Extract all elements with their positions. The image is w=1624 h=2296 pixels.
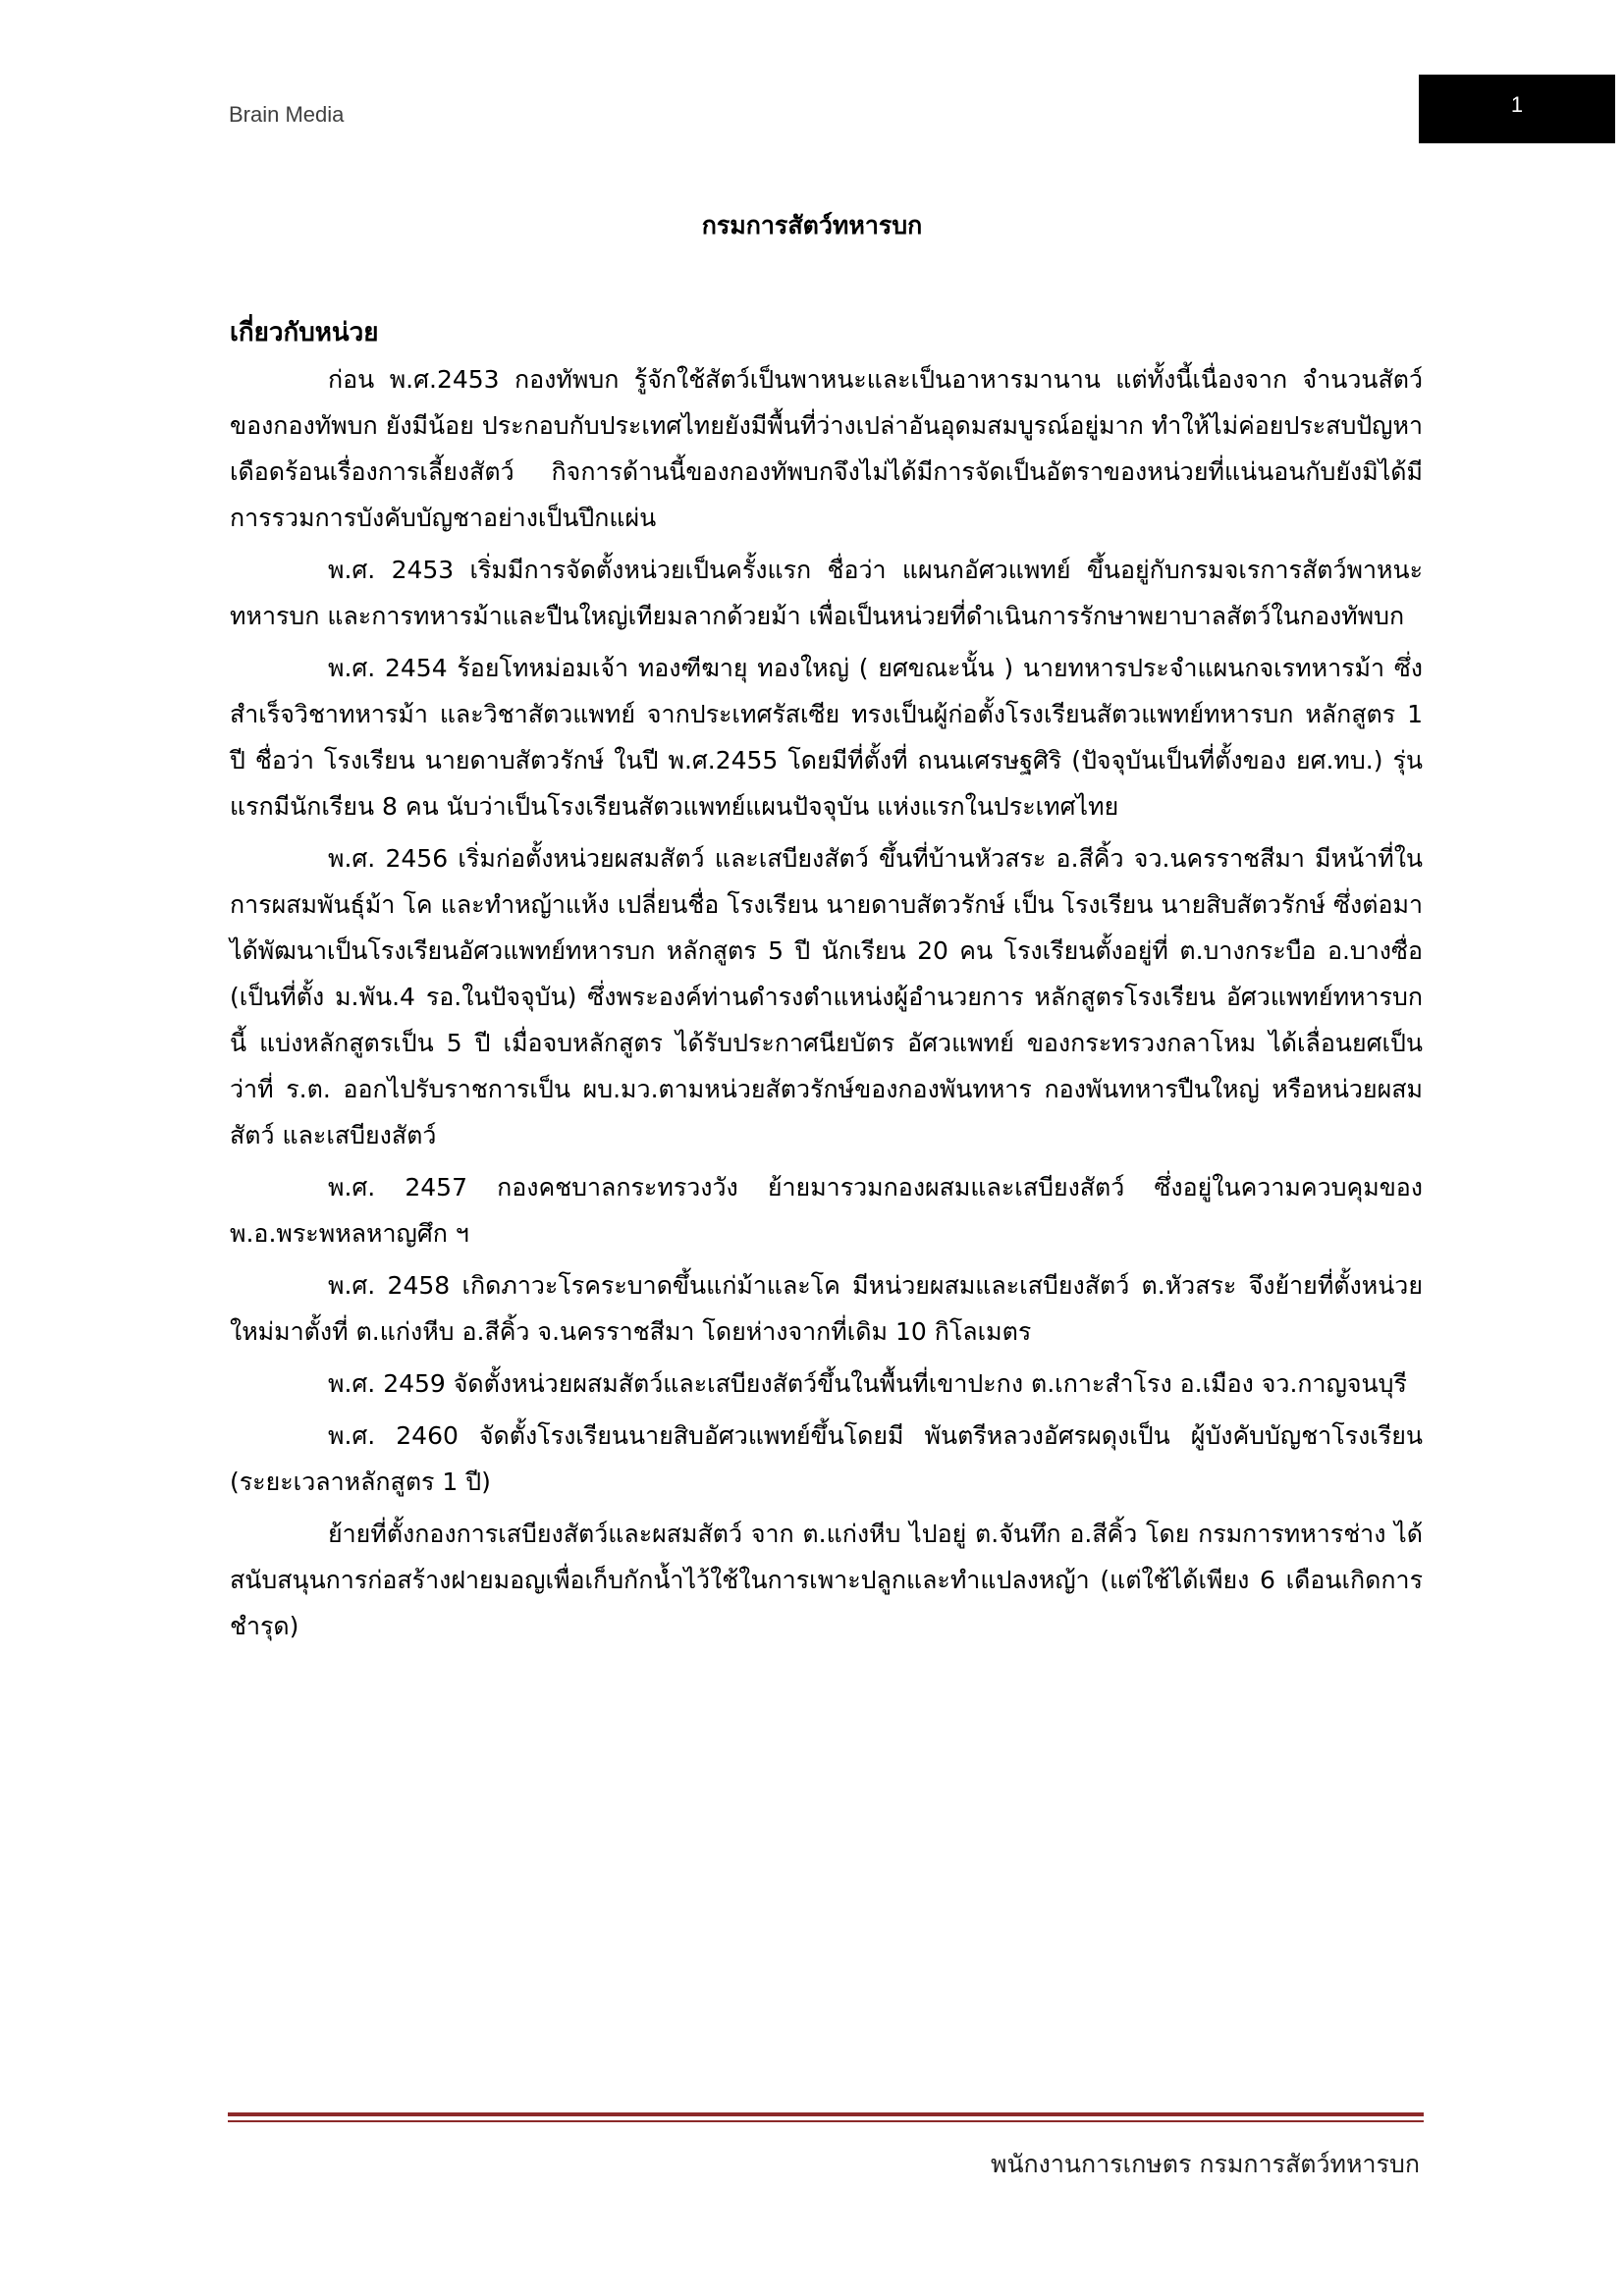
footer-divider-thin [228, 2120, 1424, 2122]
paragraph: พ.ศ. 2454 ร้อยโทหม่อมเจ้า ทองฑีฆายุ ทองใหญ่ ( ยศขณะนั้น ) นายทหารประจำแผนกจเรทหารม้า ซึ่งสำเร็จวิชาทหารม้า และวิชาสัตวแพทย์ จากประเทศรัสเซีย ทรงเป็นผู้ก่อตั้งโรงเรียนสัตวแพทย์ทหารบก หลักสูตร 1 ปี ชื่อว่า โรงเรียน นายดาบสัตวรักษ์ ในปี พ.ศ.2455 โดยมีที่ตั้งที่ ถนนเศรษฐศิริ (ปัจจุบันเป็นที่ตั้งของ ยศ.ทบ.) รุ่นแรกมีนักเรียน 8 คน นับว่าเป็นโรงเรียนสัตวแพทย์แผนปัจจุบัน แห่งแรกในประเทศไทย [230, 654, 1423, 821]
paragraph: พ.ศ. 2457 กองคชบาลกระทรวงวัง ย้ายมารวมกองผสมและเสบียงสัตว์ ซึ่งอยู่ในความควบคุมของ พ.อ.พระพหลหาญศึก ฯ [230, 1173, 1423, 1248]
paragraph: พ.ศ. 2460 จัดตั้งโรงเรียนนายสิบอัศวแพทย์ขึ้นโดยมี พันตรีหลวงอัศรผดุงเป็น ผู้บังคับบัญชาโรงเรียน (ระยะเวลาหลักสูตร 1 ปี) [230, 1421, 1423, 1496]
paragraph: พ.ศ. 2458 เกิดภาวะโรคระบาดขึ้นแก่ม้าและโค มีหน่วยผสมและเสบียงสัตว์ ต.หัวสระ จึงย้ายที่ตั้งหน่วยใหม่มาตั้งที่ ต.แก่งหีบ อ.สีคิ้ว จ.นครราชสีมา โดยห่างจากที่เดิม 10 กิโลเมตร [230, 1271, 1423, 1346]
paragraph: ก่อน พ.ศ.2453 กองทัพบก รู้จักใช้สัตว์เป็นพาหนะและเป็นอาหารมานาน แต่ทั้งนี้เนื่องจาก จำนวนสัตว์ของกองทัพบก ยังมีน้อย ประกอบกับประเทศไทยยังมีพื้นที่ว่างเปล่าอันอุดมสมบูรณ์อยู่มาก ทำให้ไม่ค่อยประสบปัญหาเดือดร้อนเรื่องการเลี้ยงสัตว์ กิจการด้านนี้ของกองทัพบกจึงไม่ได้มีการจัดเป็นอัตราของหน่วยที่แน่นอนกับยังมิได้มีการรวมการบังคับบัญชาอย่างเป็นปึกแผ่น [230, 365, 1423, 532]
paragraph: พ.ศ. 2456 เริ่มก่อตั้งหน่วยผสมสัตว์ และเสบียงสัตว์ ขึ้นที่บ้านหัวสระ อ.สีคิ้ว จว.นครราชสีมา มีหน้าที่ในการผสมพันธุ์ม้า โค และทำหญ้าแห้ง เปลี่ยนชื่อ โรงเรียน นายดาบสัตวรักษ์ เป็น โรงเรียน นายสิบสัตวรักษ์ ซึ่งต่อมาได้พัฒนาเป็นโรงเรียนอัศวแพทย์ทหารบก หลักสูตร 5 ปี นักเรียน 20 คน โรงเรียนตั้งอยู่ที่ ต.บางกระบือ อ.บางซื่อ (เป็นที่ตั้ง ม.พัน.4 รอ.ในปัจจุบัน) ซึ่งพระองค์ท่านดำรงตำแหน่งผู้อำนวยการ หลักสูตรโรงเรียน อัศวแพทย์ทหารบกนี้ แบ่งหลักสูตรเป็น 5 ปี เมื่อจบหลักสูตร ได้รับประกาศนียบัตร อัศวแพทย์ ของกระทรวงกลาโหม ได้เลื่อนยศเป็นว่าที่ ร.ต. ออกไปรับราชการเป็น ผบ.มว.ตามหน่วยสัตวรักษ์ของกองพันทหาร กองพันทหารปืนใหญ่ หรือหน่วยผสมสัตว์ และเสบียงสัตว์ [230, 844, 1423, 1149]
paragraph: พ.ศ. 2453 เริ่มมีการจัดตั้งหน่วยเป็นครั้งแรก ชื่อว่า แผนกอัศวแพทย์ ขึ้นอยู่กับกรมจเรการสัตว์พาหนะทหารบก และการทหารม้าและปืนใหญ่เทียมลากด้วยม้า เพื่อเป็นหน่วยที่ดำเนินการรักษาพยาบาลสัตว์ในกองทัพบก [230, 556, 1423, 630]
page-number: 1 [1510, 92, 1524, 117]
footer-divider [228, 2112, 1424, 2116]
header-brand: Brain Media [229, 102, 345, 127]
document-body [230, 310, 1423, 1655]
section-heading: เกี่ยวกับหน่วย [230, 318, 379, 347]
paragraph: พ.ศ. 2459 จัดตั้งหน่วยผสมสัตว์และเสบียงสัตว์ขึ้นในพื้นที่เขาปะกง ต.เกาะสำโรง อ.เมือง จว.กาญจนบุรี [328, 1369, 1407, 1398]
page-number-box [1419, 75, 1615, 143]
document-title: กรมการสัตว์ทหารบก [701, 211, 923, 240]
paragraph: ย้ายที่ตั้งกองการเสบียงสัตว์และผสมสัตว์ จาก ต.แก่งหีบ ไปอยู่ ต.จันทึก อ.สีคิ้ว โดย กรมการทหารช่าง ได้สนับสนุนการก่อสร้างฝายมอญเพื่อเก็บกักน้ำไว้ใช้ในการเพาะปลูกและทำแปลงหญ้า (แต่ใช้ได้เพียง 6 เดือนเกิดการชำรุด) [230, 1520, 1423, 1640]
footer-text: พนักงานการเกษตร กรมการสัตว์ทหารบก [990, 2150, 1420, 2178]
